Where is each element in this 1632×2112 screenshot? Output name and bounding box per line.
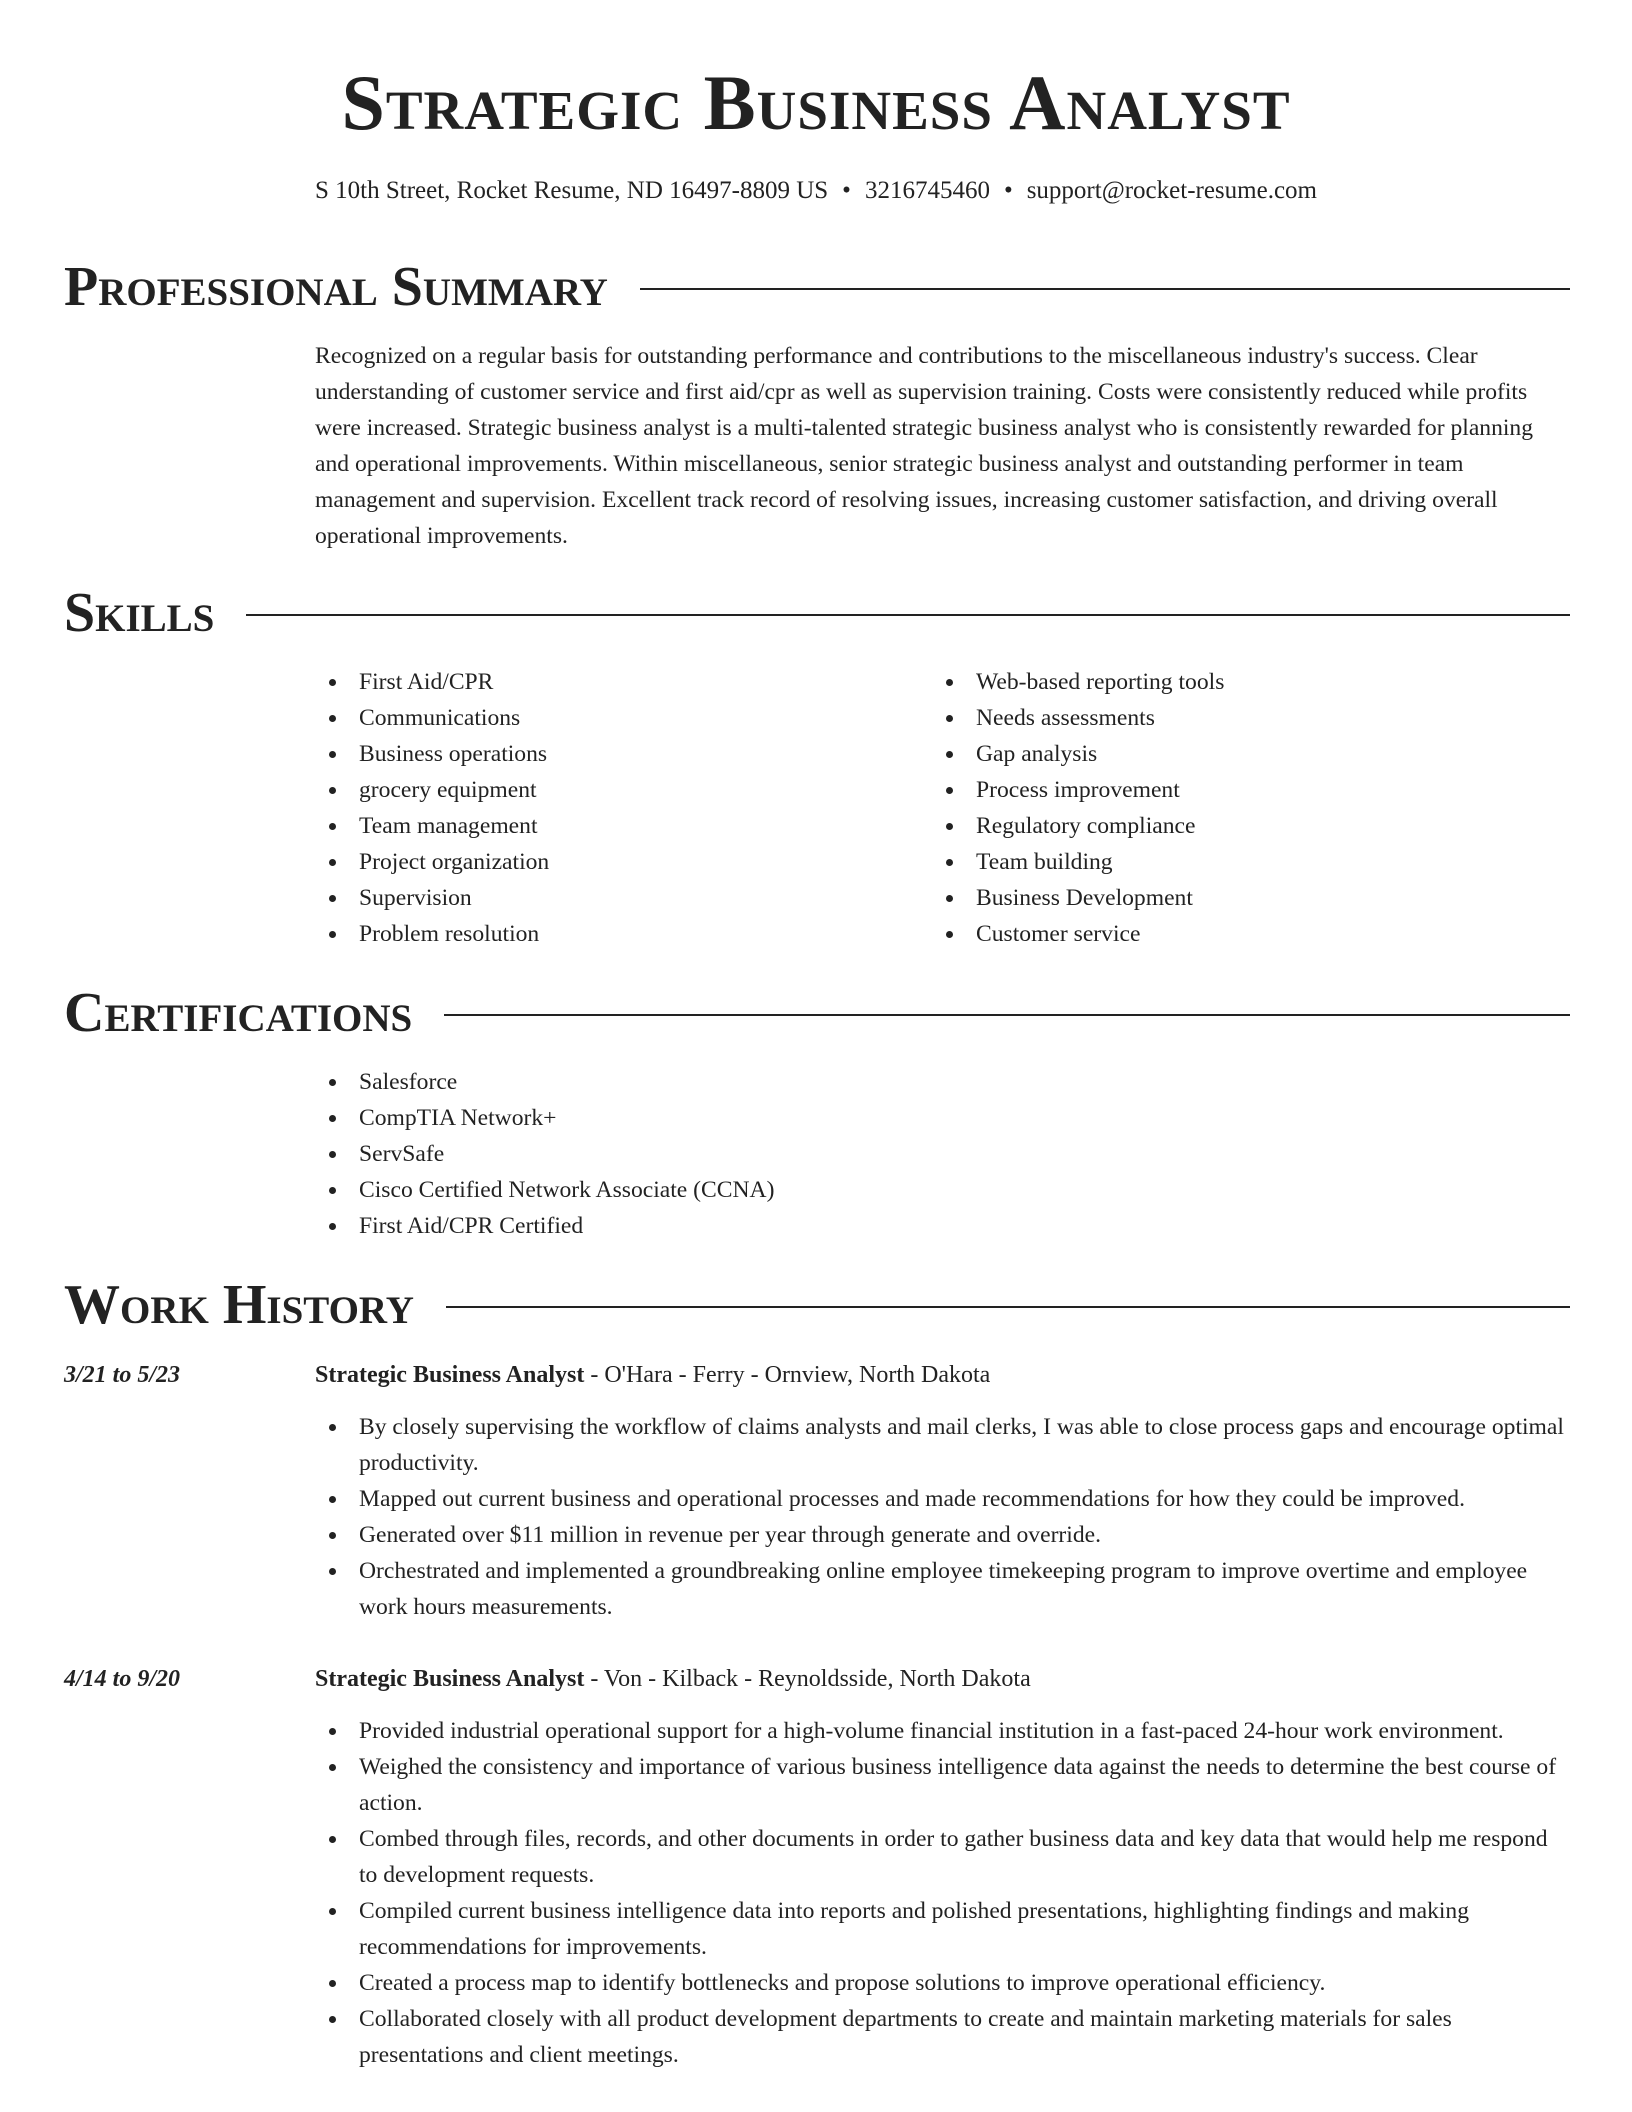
skills-list-left — [315, 664, 915, 952]
skill-item: Communications — [315, 700, 915, 736]
section-header-certifications — [64, 980, 1570, 1046]
job-bullet: Mapped out current business and operational processes and made recommendations for how they could be improved. — [315, 1481, 1570, 1517]
section-header-skills — [64, 580, 1570, 646]
skill-item: First Aid/CPR — [315, 664, 915, 700]
contact-phone: 3216745460 — [864, 177, 990, 204]
section-header-work-history — [64, 1272, 1570, 1338]
summary-text: Recognized on a regular basis for outstanding performance and contributions to the miscellaneous industry's success. Clear understanding of customer service and first aid/cpr as well as supervision training. Costs were consistently reduced while profits were increased. Strategic business analyst is a multi-talented strategic business analyst who is consistently rewarded for planning and operational improvements. Within miscellaneous, senior strategic business analyst and outstanding performer in team management and supervision. Excellent track record of resolving issues, increasing customer satisfaction, and driving overall operational improvements. — [315, 343, 1534, 549]
section-divider — [446, 1306, 1570, 1308]
skills-list-right — [932, 664, 1532, 952]
contact-line — [0, 174, 1632, 208]
skill-item: Project organization — [315, 844, 915, 880]
skill-item: Web-based reporting tools — [932, 664, 1532, 700]
job-heading — [315, 1357, 1570, 1393]
section-divider — [246, 614, 1570, 616]
skill-item: Regulatory compliance — [932, 808, 1532, 844]
section-divider — [444, 1014, 1570, 1016]
contact-separator: • — [1003, 177, 1013, 204]
skill-item: Customer service — [932, 916, 1532, 952]
certification-item: Salesforce — [315, 1064, 1315, 1100]
job-bullets — [315, 1409, 1570, 1625]
skill-item: Business Development — [932, 880, 1532, 916]
job-dates: 3/21 to 5/23 — [64, 1362, 181, 1388]
skill-item: Business operations — [315, 736, 915, 772]
contact-separator: • — [842, 177, 851, 204]
section-title-certifications: Certifications — [64, 982, 413, 1044]
job-bullet: Orchestrated and implemented a groundbreaking online employee timekeeping program to improve overtime and employee work hours measurements. — [315, 1553, 1570, 1625]
section-divider — [640, 288, 1570, 290]
job-bullet: Compiled current business intelligence data into reports and polished presentations, highlighting findings and making recommendations for improvements. — [315, 1893, 1570, 1965]
certifications-list — [315, 1064, 1315, 1244]
contact-email[interactable]: support@rocket-resume.com — [1026, 177, 1317, 204]
skill-item: grocery equipment — [315, 772, 915, 808]
skill-item: Team building — [932, 844, 1532, 880]
section-title-work-history: Work History — [64, 1274, 414, 1336]
certification-item: Cisco Certified Network Associate (CCNA) — [315, 1172, 1315, 1208]
certification-item: First Aid/CPR Certified — [315, 1208, 1315, 1244]
job-heading — [315, 1661, 1570, 1697]
job-bullet: Combed through files, records, and other documents in order to gather business data and key data that would help me respond to development requests. — [315, 1821, 1570, 1893]
skill-item: Gap analysis — [932, 736, 1532, 772]
skill-item: Problem resolution — [315, 916, 915, 952]
job-company-location: - Von - Kilback - Reynoldsside, North Dakota — [584, 1666, 1031, 1692]
skill-item: Team management — [315, 808, 915, 844]
section-title-skills: Skills — [64, 582, 215, 644]
candidate-name: Strategic Business Analyst — [341, 59, 1291, 146]
job-bullets — [315, 1713, 1570, 2073]
contact-address: S 10th Street, Rocket Resume, ND 16497-8809 US — [315, 177, 829, 204]
skill-item: Process improvement — [932, 772, 1532, 808]
section-title-summary: Professional Summary — [64, 256, 608, 318]
job-company-location: - O'Hara - Ferry - Ornview, North Dakota — [584, 1362, 991, 1388]
certification-item: CompTIA Network+ — [315, 1100, 1315, 1136]
certification-item: ServSafe — [315, 1136, 1315, 1172]
job-bullet: Weighed the consistency and importance of various business intelligence data against the needs to determine the best course of action. — [315, 1749, 1570, 1821]
job-role: Strategic Business Analyst — [315, 1666, 585, 1692]
section-header-summary — [64, 254, 1570, 320]
job-bullet: Provided industrial operational support for a high-volume financial institution in a fast-paced 24-hour work environment. — [315, 1713, 1570, 1749]
job-dates: 4/14 to 9/20 — [64, 1666, 181, 1692]
job-bullet: Collaborated closely with all product development departments to create and maintain marketing materials for sales presentations and client meetings. — [315, 2001, 1570, 2073]
job-bullet: Generated over $11 million in revenue per year through generate and override. — [315, 1517, 1570, 1553]
skill-item: Needs assessments — [932, 700, 1532, 736]
job-bullet: Created a process map to identify bottlenecks and propose solutions to improve operational efficiency. — [315, 1965, 1570, 2001]
job-role: Strategic Business Analyst — [315, 1362, 585, 1388]
job-bullet: By closely supervising the workflow of claims analysts and mail clerks, I was able to close process gaps and encourage optimal productivity. — [315, 1409, 1570, 1481]
skill-item: Supervision — [315, 880, 915, 916]
